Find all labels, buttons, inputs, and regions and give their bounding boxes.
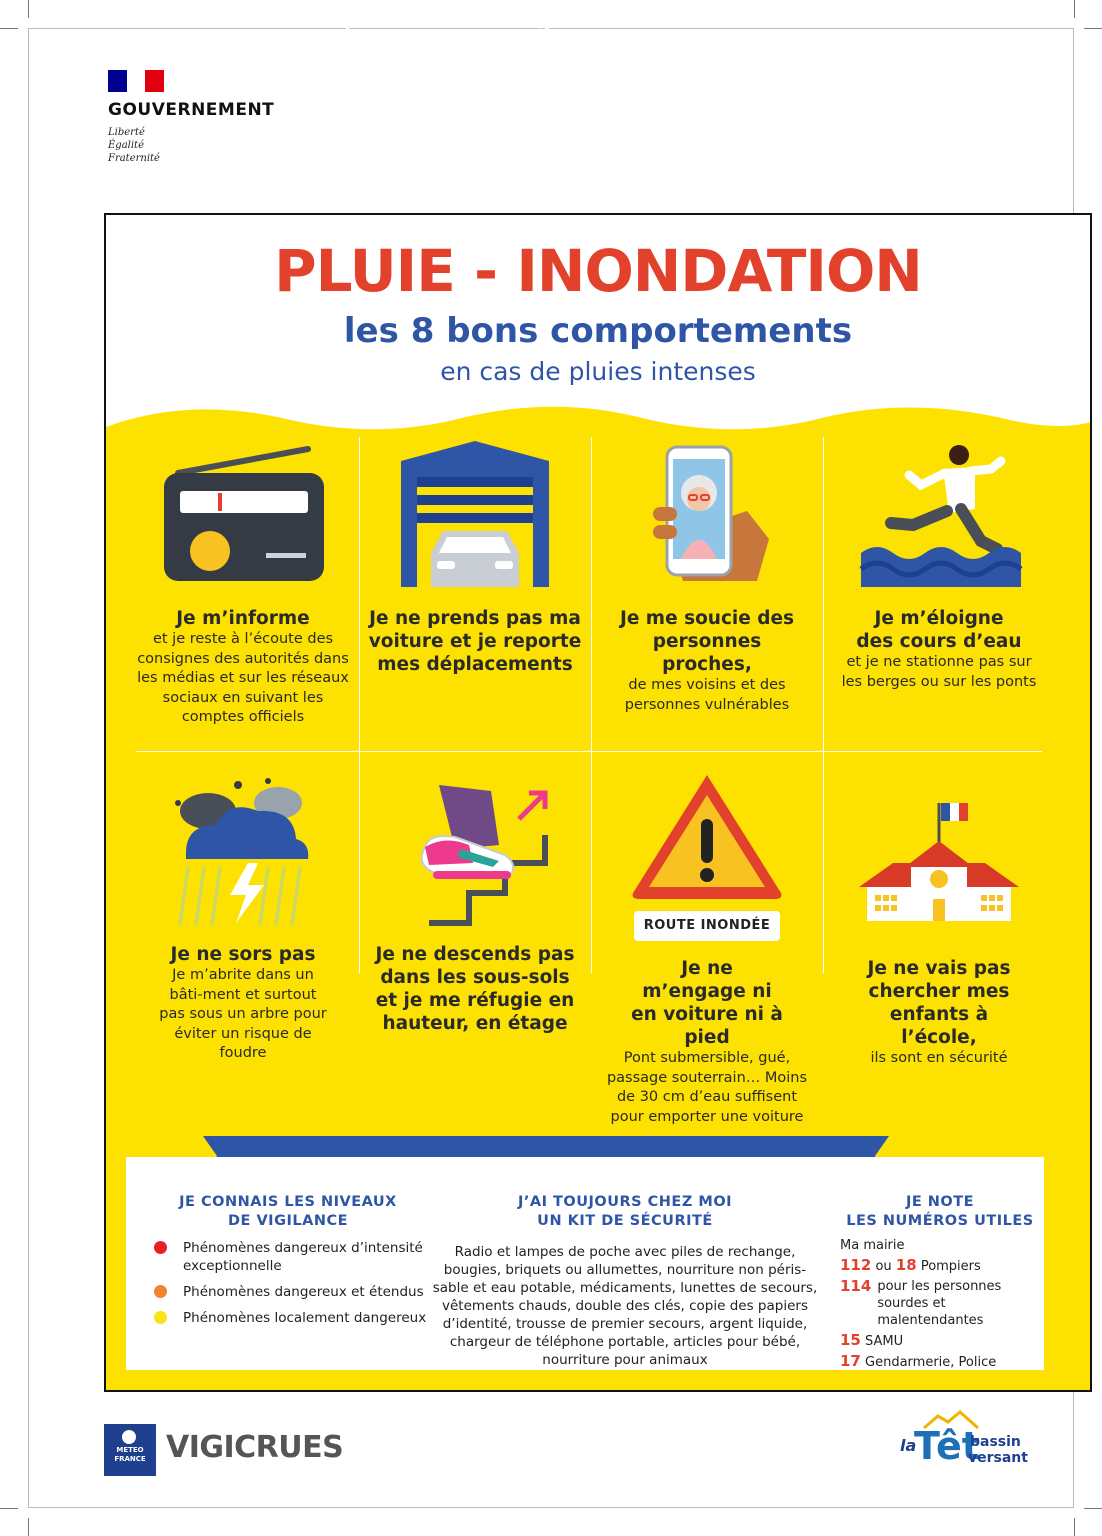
crop-mark — [1084, 28, 1102, 29]
phone-call-icon — [637, 441, 777, 587]
behavior-desc: et je ne stationne pas sur les berges ou sur les ponts — [841, 654, 1037, 690]
poster-subtitle: les 8 bons comportements — [343, 311, 853, 351]
behavior-title: Je me soucie des personnes proches, — [619, 608, 795, 675]
behavior-card-stay-in — [128, 775, 358, 1064]
website-link[interactable]: pluie-inondation.gouv.fr — [344, 8, 617, 32]
behavior-desc: Je m’abrite dans un bâti-ment et surtout pas sous un arbre pour éviter un risque de foudre — [159, 967, 327, 1061]
yellow-dot-icon — [154, 1311, 167, 1324]
marianne-flag-icon — [108, 70, 164, 92]
government-logo — [108, 70, 274, 165]
crop-mark — [0, 28, 18, 29]
numbers-heading: JE NOTE LES NUMÉROS UTILES — [846, 1194, 1034, 1229]
number-17: 17 Gendarmerie, Police — [840, 1352, 997, 1370]
poster-subtitle-secondary: en cas de pluies intenses — [440, 357, 756, 386]
number-mairie: Ma mairie — [840, 1238, 905, 1253]
behavior-card-away — [824, 441, 1054, 692]
grid-divider — [136, 751, 1042, 752]
vigilance-column — [148, 1193, 428, 1327]
behavior-card-no-car — [360, 441, 590, 676]
meteo-circle-icon — [122, 1430, 136, 1444]
red-dot-icon — [154, 1241, 167, 1254]
republic-motto: Liberté Égalité Fraternité — [108, 127, 160, 164]
storm-cloud-icon — [168, 775, 318, 931]
route-inondee-label: ROUTE INONDÉE — [634, 911, 780, 941]
crop-mark — [1084, 1508, 1102, 1509]
kit-text: Radio et lampes de poche avec piles de rechange, bougies, briquets ou allumettes, nourriture non péris-sable et eau potable, médicaments, lunettes de secours, vêtements chauds, double des clés, copie des papiers d’identité, trousse de premier secours, argent liquide, chargeur de téléphone portable, articles pour bébé, nourriture pour animaux — [432, 1244, 818, 1368]
behavior-desc: ils sont en sécurité — [870, 1050, 1008, 1066]
meteo-france-logo: METEO FRANCE — [104, 1424, 156, 1476]
kit-heading: J’AI TOUJOURS CHEZ MOI UN KIT DE SÉCURITÉ — [517, 1194, 733, 1229]
crop-mark — [0, 1508, 18, 1509]
behavior-desc: Pont submersible, gué, passage souterrain… Moins de 30 cm d’eau suffisent pour emporter une voiture — [606, 1050, 808, 1125]
crop-mark — [28, 0, 29, 18]
vigilance-level-orange: Phénomènes dangereux et étendus — [148, 1283, 428, 1301]
poster-title: PLUIE - INONDATION — [274, 237, 922, 305]
behavior-card-care — [592, 441, 822, 715]
orange-dot-icon — [154, 1285, 167, 1298]
number-112-18: 112 ou 18 Pompiers — [840, 1256, 981, 1274]
behavior-title: Je ne descends pas dans les sous-sols et je me réfugie en hauteur, en étage — [375, 944, 575, 1034]
radio-icon — [158, 443, 328, 585]
crop-mark — [1074, 1518, 1075, 1536]
numbers-column — [840, 1193, 1040, 1371]
hashtag[interactable]: #PluieInondation — [648, 8, 843, 32]
school-icon — [853, 795, 1025, 923]
government-name: GOUVERNEMENT — [108, 100, 275, 120]
number-114: 114 pour les personnes sourdes et malentendantes — [840, 1277, 1002, 1328]
vigilance-level-red: Phénomènes dangereux d’intensité exceptionnelle — [148, 1239, 428, 1275]
behavior-title: Je ne vais pas chercher mes enfants à l’école, — [867, 958, 1011, 1048]
number-15: 15 SAMU — [840, 1331, 904, 1349]
vigilance-heading: JE CONNAIS LES NIVEAUX DE VIGILANCE — [179, 1194, 397, 1229]
behavior-card-no-engage — [592, 769, 822, 1127]
behavior-title: Je ne prends pas ma voiture et je reporte mes déplacements — [368, 608, 582, 675]
car-garage-icon — [395, 441, 555, 587]
warning-sign-icon — [627, 769, 787, 901]
behavior-title: Je ne sors pas — [170, 944, 316, 965]
kit-column — [432, 1193, 818, 1369]
behavior-title: Je m’informe — [176, 608, 310, 629]
crop-mark — [1074, 0, 1075, 18]
vigicrues-logo: VIGICRUES — [166, 1430, 344, 1465]
behavior-title: Je ne m’engage ni en voiture ni à pied — [631, 958, 783, 1048]
behavior-desc: de mes voisins et des personnes vulnérables — [624, 677, 790, 713]
running-away-icon — [851, 441, 1027, 587]
info-box — [126, 1157, 1044, 1370]
behavior-card-school — [824, 795, 1054, 1069]
behavior-card-inform — [128, 443, 358, 728]
behavior-desc: et je reste à l’écoute des consignes des autorités dans les médias et sur les réseaux sociaux en suivant les comptes officiels — [137, 631, 349, 725]
behavior-card-upstairs — [360, 775, 590, 1035]
numbers-list — [840, 1237, 1040, 1371]
behavior-title: Je m’éloigne des cours d’eau — [856, 608, 1022, 652]
crop-mark — [28, 1518, 29, 1536]
vigilance-level-yellow: Phénomènes localement dangereux — [148, 1309, 428, 1327]
climb-stairs-icon — [395, 775, 555, 931]
tet-bassin-versant-logo: la Têt bassin versant — [900, 1410, 1040, 1482]
